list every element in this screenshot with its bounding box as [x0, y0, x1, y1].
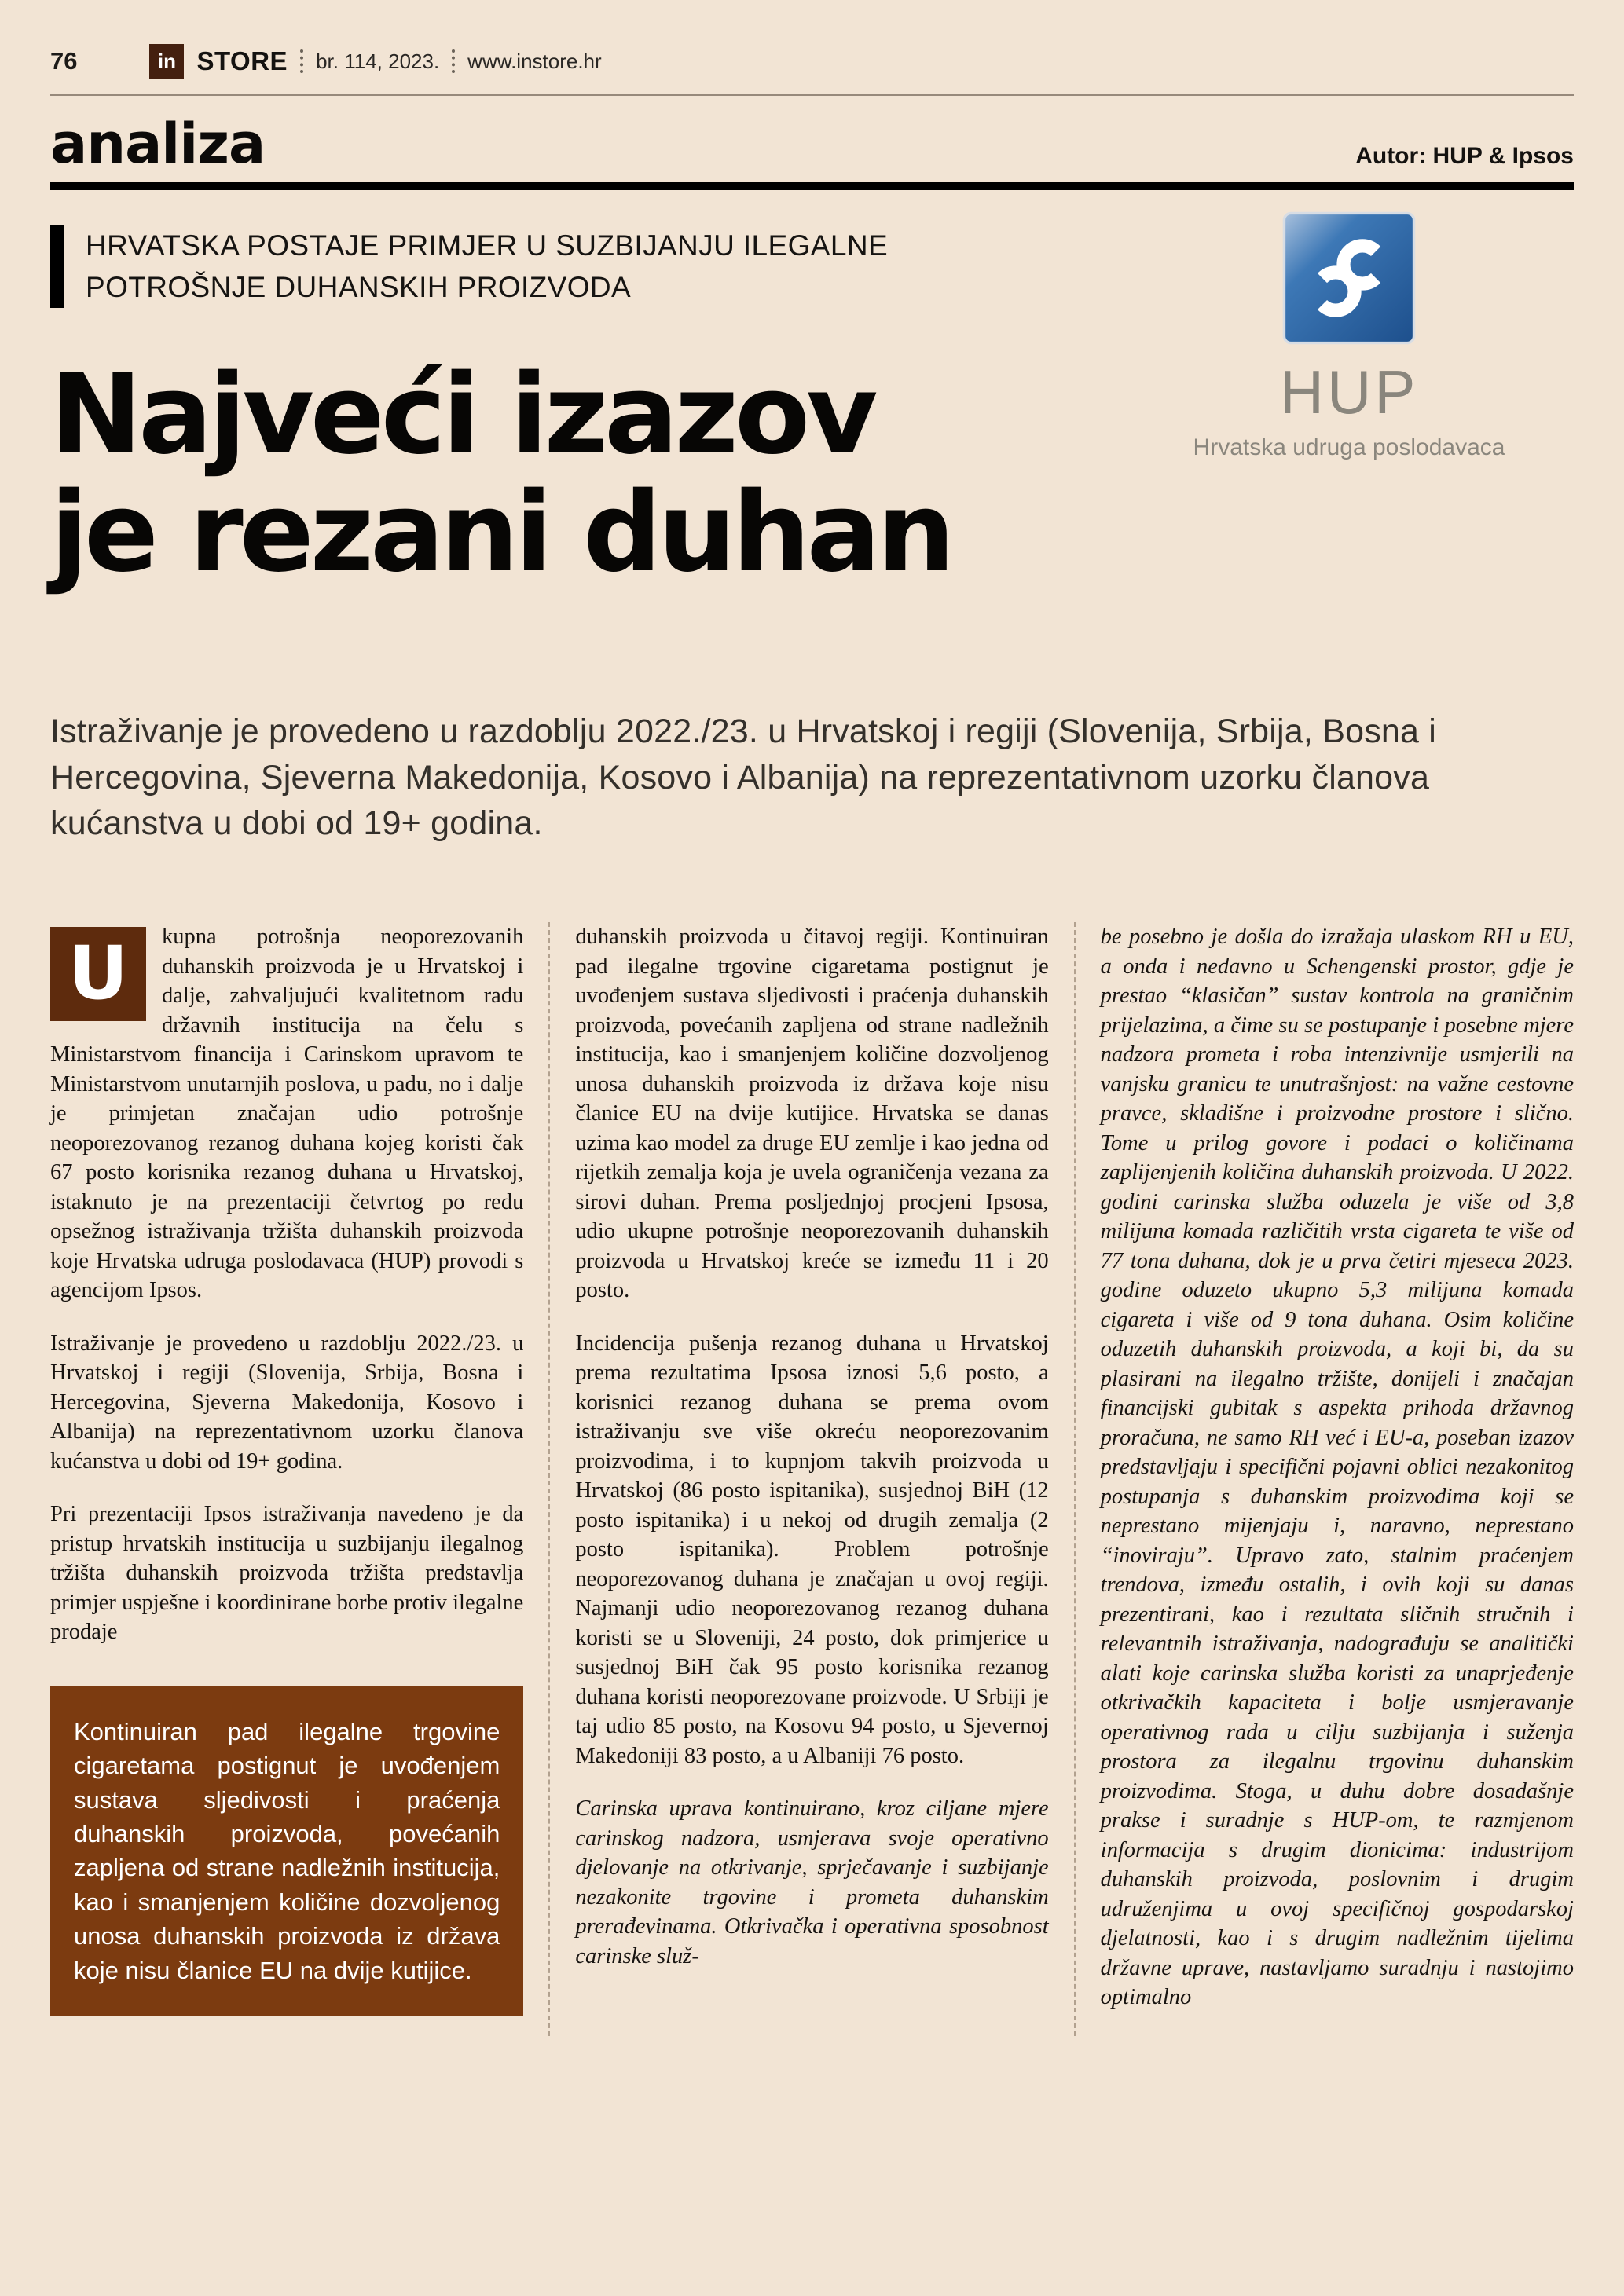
body-column-1 — [50, 922, 548, 2036]
masthead-divider — [452, 49, 455, 73]
author-credit: Autor: HUP & Ipsos — [1355, 143, 1574, 169]
issue-number: br. 114, 2023. — [316, 49, 440, 73]
section-rule — [50, 182, 1574, 190]
hup-full-name: Hrvatska udruga poslodavaca — [1193, 434, 1505, 460]
masthead — [149, 44, 601, 79]
page-number: 76 — [50, 47, 78, 75]
kicker-line-1: HRVATSKA POSTAJE PRIMJER U SUZBIJANJU ILEGALNE — [86, 229, 889, 262]
section-row — [50, 101, 1574, 176]
pullquote-box: Kontinuiran pad ilegalne trgovine cigaretama postignut je uvođenjem sustava sljedivosti i praćenja duhanskih proizvoda, povećanih zapljena od strane nadležnih institucija, kao i smanjenjem količine dozvoljenog unosa duhanskih proizvoda iz država koje nisu članice EU na dvije kutijice. — [50, 1686, 523, 2016]
paragraph: Pri prezentaciji Ipsos istraživanja navedeno je da pristup hrvatskih institucija u suzbijanju ilegalnog tržišta duhanskih proizvoda tržišta predstavlja primjer uspješne i koordinirane borbe protiv ilegalne prodaje — [50, 1502, 524, 1645]
headline-line-2: je rezani duhan — [50, 468, 951, 597]
headline-line-1: Najveći izazov — [50, 351, 874, 479]
paragraph: Incidencija pušenja rezanog duhana u Hrvatskoj prema rezultatima Ipsosa iznosi 5,6 posto, a korisnici rezanog duhana se prema ovom istraživanju sve više okreću neoporezovanim proizvodima, i to kupnjom takvih proizvoda u Hrvatskoj (86 posto ispitanika), susjednoj BiH (12 posto ispitanika) i u nekoj od drugih zemalja (2 posto ispitanika). Problem potrošnje neoporezovanog duhana je značajan u ovoj regiji. Najmanji udio neoporezovanog rezanog duhana koristi se u Sloveniji, 24 posto, dok primjerice u susjednoj BiH čak 95 posto korisnika rezanog duhana koristi neoporezovane proizvode. U Srbiji je taj udio 85 posto, na Kosovu 94 posto, u Sjevernoj Makedoniji 83 posto, a u Albaniji 76 posto. — [575, 1331, 1049, 1768]
paragraph-italic: be posebno je došla do izražaja ulaskom RH u EU, a onda i nedavno u Schengenski prostor, gdje je prestao “klasičan” sustav kontrola na graničnim prijelazima, a čime su se postupanje i posebne mjere nadzora prometa i roba intenzivnije usmjerili na vanjsku granicu te unutrašnjost: na važne cestovne pravce, skladišne i proizvodne prostore i slično. Tome u prilog govore i podaci o količinama zaplijenjenih količina duhanskih proizvoda. U 2022. godini carinska služba oduzela je više od 3,8 milijuna komada različitih vrsta cigareta te više od 77 tona duhana, dok je u prva četiri mjeseca 2023. godine oduzeto ukupno 5,3 milijuna komada cigareta i više od 9 tona duhana. Osim količine oduzetih duhanskih proizvoda, a koji bi, da su plasirani na ilegalno tržište, donijeli i značajan financijski gubitak s aspekta prihoda državnog proračuna, ne samo RH već i EU-a, poseban izazov predstavljaju i specifični pojavni oblici nezakonitog postupanja s duhanskim proizvodima koji se neprestano mijenjaju i, naravno, neprestano “inoviraju”. Upravo zato, stalnim praćenjem trendova, između ostalih, i ovih koji su danas prezentirani, kao i rezultata sličnih stručnih i relevantnih istraživanja, nadograđuju se analitički alati koje carinska služba koristi za unaprjeđenje otkrivačkih kapaciteta i bolje usmjeravanje operativnog rada u cilju suzbijanja i suženja prostora za ilegalnu trgovinu duhanskim proizvodima. Stoga, u duhu dobre dosadašnje prakse i suradnje s HUP-om, te razmjenom informacija s drugim dionicima: industrijom duhanskih proizvoda, poslovnim i drugim udruženjima u ovoj specifičnoj gospodarskoj djelatnosti, kao i s drugim nadležnim tijelima državne uprave, nastavljamo suradnju i nastojimo optimalno — [1100, 925, 1574, 2010]
kicker-accent-bar — [50, 225, 64, 308]
article-headline — [50, 351, 1190, 597]
section-title: analiza — [50, 112, 266, 176]
hup-logo-block — [1145, 211, 1553, 461]
dropcap-letter: U — [50, 927, 146, 1021]
paragraph: Istraživanje je provedeno u razdoblju 2022./23. u Hrvatskoj i regiji (Slovenija, Srbija, Bosna i Hercegovina, Sjeverna Makedonija, Kosovo i Albanija) na reprezentativnom uzorku članova kućanstva u dobi od 19+ godina. — [50, 1331, 524, 1474]
paragraph-italic: Carinska uprava kontinuirano, kroz ciljane mjere carinskog nadzora, usmjerava svoje operativno djelovanje na otkrivanje, sprječavanje i suzbijanje nezakonite trgovine i prometa duhanskim prerađevinama. Otkrivačka i operativna sposobnost carinske služ- — [575, 1796, 1049, 1968]
article-kicker — [86, 225, 888, 308]
instore-logo-icon: in — [149, 44, 184, 79]
body-column-3 — [1074, 922, 1574, 2036]
hup-logo-icon — [1281, 211, 1417, 346]
article-lead: Istraživanje je provedeno u razdoblju 2022./23. u Hrvatskoj i regiji (Slovenija, Srbija, Bosna i Hercegovina, Sjeverna Makedonija, Kosovo i Albanija) na reprezentativnom uzorku članova kućanstva u dobi od 19+ godina. — [50, 712, 1437, 843]
paragraph — [50, 922, 523, 1305]
kicker-line-2: POTROŠNJE DUHANSKIH PROIZVODA — [86, 271, 632, 303]
masthead-divider — [300, 49, 303, 73]
instore-logo-text: STORE — [196, 46, 288, 75]
paragraph: duhanskih proizvoda u čitavoj regiji. Kontinuiran pad ilegalne trgovine cigaretama postignut je uvođenjem sustava sljedivosti i praćenja duhanskih proizvoda, povećanih zapljena od strane nadležnih institucija, kao i smanjenjem količine dozvoljenog unosa duhanskih proizvoda iz država koje nisu članice EU na dvije kutijice. Hrvatska se danas uzima kao model za druge EU zemlje i kao jedna od rijetkih zemalja koja je uvela ograničenja vezana za sirovi duhan. Prema posljednjoj procjeni Ipsosa, udio ukupne potrošnje neoporezovanih duhanskih proizvoda u Hrvatskoj kreće se između 11 i 20 posto. — [575, 925, 1049, 1303]
paragraph-text: kupna potrošnja neoporezovanih duhanskih proizvoda je u Hrvatskoj i dalje, zahvaljujući kvalitetnom radu državnih institucija na čelu s Ministarstvom financija i Carinskom upravom te Ministarstvom unutarnjih poslova, u padu, no i dalje je primjetan značajan udio potrošnje neoporezovanog rezanog duhana kojeg koristi čak 67 posto korisnika rezanog duhana u Hrvatskoj, istaknuto je na prezentaciji četvrtog po redu opsežnog istraživanja tržišta duhanskih proizvoda koje Hrvatska udruga poslodavaca (HUP) provodi s agencijom Ipsos. — [50, 925, 524, 1303]
body-column-2 — [548, 922, 1073, 2036]
page-header — [50, 0, 1574, 79]
hup-acronym: HUP — [1279, 357, 1419, 427]
header-rule — [50, 94, 1574, 96]
website-url: www.instore.hr — [467, 49, 602, 73]
article-body — [50, 922, 1574, 2036]
